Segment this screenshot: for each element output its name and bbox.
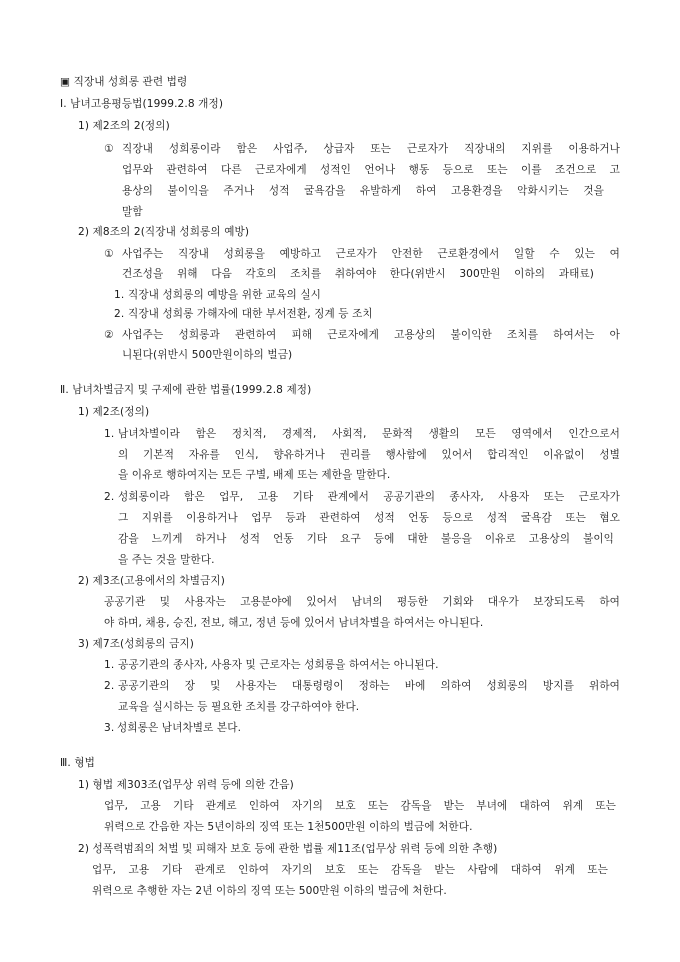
item-line: 의 기본적 자유를 인식, 향유하거나 권리를 행사함에 있어서 합리적인 이유없이 성별 <box>118 449 620 461</box>
item-line: 직장내 성희롱이라 함은 사업주, 상급자 또는 근로자가 직장내의 지위를 이용하거나 <box>122 143 620 155</box>
article-label: 3) 제7조(성희롱의 금지) <box>78 638 194 650</box>
article-text-line: 업무, 고용 기타 관계로 인하여 자기의 보호 또는 감독을 받는 사람에 대하여 위계 또는 <box>92 864 608 876</box>
item-marker: 1. <box>104 659 115 671</box>
item-line: 사업주는 직장내 성희롱을 예방하고 근로자가 안전한 근로환경에서 일할 수 있는 여 <box>122 248 620 260</box>
item-line: 성희롱이라 함은 업무, 고용 기타 관계에서 공공기관의 종사자, 사용자 또는 근로자가 <box>118 491 620 503</box>
item-marker: ① <box>104 248 114 260</box>
item-line: 공공기관의 종사자, 사용자 및 근로자는 성희롱을 하여서는 아니된다. <box>118 659 439 671</box>
article-text-line: 공공기관 및 사용자는 고용분야에 있어서 남녀의 평등한 기회와 대우가 보장되도록 하여 <box>104 596 620 608</box>
section-heading: Ⅰ. 남녀고용평등법(1999.2.8 개정) <box>60 98 224 110</box>
item-line: 남녀차별이라 함은 정치적, 경제적, 사회적, 문화적 생활의 모든 영역에서 인간으로서 <box>118 428 620 440</box>
document-title: ▣ 직장내 성희롱 관련 법령 <box>60 76 188 88</box>
article-text-line: 야 하며, 채용, 승진, 전보, 해고, 정년 등에 있어서 남녀차별을 하여서는 아니된다. <box>104 617 484 629</box>
item-line: 을 이유로 행하여지는 모든 구별, 배제 또는 제한을 말한다. <box>118 469 391 481</box>
item-line: 업무와 관련하여 다른 근로자에게 성적인 언어나 행동 등으로 또는 이를 조건으로 고 <box>122 164 620 176</box>
article-label: 1) 형법 제303조(업무상 위력 등에 의한 간음) <box>78 779 294 791</box>
item-marker: ① <box>104 143 114 155</box>
item-line: 직장내 성희롱의 예방을 위한 교육의 실시 <box>128 289 322 301</box>
article-label: 2) 제8조의 2(직장내 성희롱의 예방) <box>78 226 250 238</box>
item-line: 성희롱은 남녀차별로 본다. <box>117 722 242 734</box>
item-marker: ② <box>104 329 114 341</box>
item-marker: 2. <box>104 680 115 692</box>
item-line: 용상의 불이익을 주거나 성적 굴욕감을 유발하게 하여 고용환경을 악화시키는 것을 <box>122 185 604 197</box>
item-marker: 2. <box>104 491 115 503</box>
item-line: 건조성을 위해 다음 각호의 조치를 취하여야 한다(위반시 300만원 이하의 과태료) <box>122 268 594 280</box>
article-label: 1) 제2조(정의) <box>78 406 150 418</box>
item-marker: 3. <box>104 722 115 734</box>
item-line: 감을 느끼게 하거나 성적 언동 기타 요구 등에 대한 불응을 이유로 고용상의 불이익 <box>118 533 614 545</box>
article-text-line: 업무, 고용 기타 관계로 인하여 자기의 보호 또는 감독을 받는 부녀에 대하여 위계 또는 <box>104 800 616 812</box>
item-line: 니된다(위반시 500만원이하의 벌금) <box>122 349 293 361</box>
section-heading: Ⅲ. 형법 <box>60 757 96 769</box>
article-text-line: 위력으로 추행한 자는 2년 이하의 징역 또는 500만원 이하의 벌금에 처한다. <box>92 885 447 897</box>
article-text-line: 위력으로 간음한 자는 5년이하의 징역 또는 1천500만원 이하의 벌금에 처한다. <box>104 821 473 833</box>
item-line: 그 지위를 이용하거나 업무 등과 관련하여 성적 언동 등으로 성적 굴욕감 또는 혐오 <box>118 512 620 524</box>
article-label: 2) 제3조(고용에서의 차별금지) <box>78 575 225 587</box>
item-line: 공공기관의 장 및 사용자는 대통령령이 정하는 바에 의하여 성희롱의 방지를 위하여 <box>118 680 620 692</box>
item-marker: 1. <box>114 289 125 301</box>
item-line: 교육을 실시하는 등 필요한 조치를 강구하여야 한다. <box>118 701 360 713</box>
item-line: 말함 <box>122 206 143 218</box>
item-line: 직장내 성희롱 가해자에 대한 부서전환, 징계 등 조치 <box>128 308 373 320</box>
item-line: 을 주는 것을 말한다. <box>118 554 215 566</box>
item-marker: 2. <box>114 308 125 320</box>
article-label: 2) 성폭력범죄의 처벌 및 피해자 보호 등에 관한 법률 제11조(업무상 위력 등에 의한 추행) <box>78 843 498 855</box>
item-line: 사업주는 성희롱과 관련하여 피해 근로자에게 고용상의 불이익한 조치를 하여서는 아 <box>122 329 620 341</box>
article-label: 1) 제2조의 2(정의) <box>78 120 170 132</box>
section-heading: Ⅱ. 남녀차별금지 및 구제에 관한 법률(1999.2.8 제정) <box>60 384 312 396</box>
item-marker: 1. <box>104 428 115 440</box>
